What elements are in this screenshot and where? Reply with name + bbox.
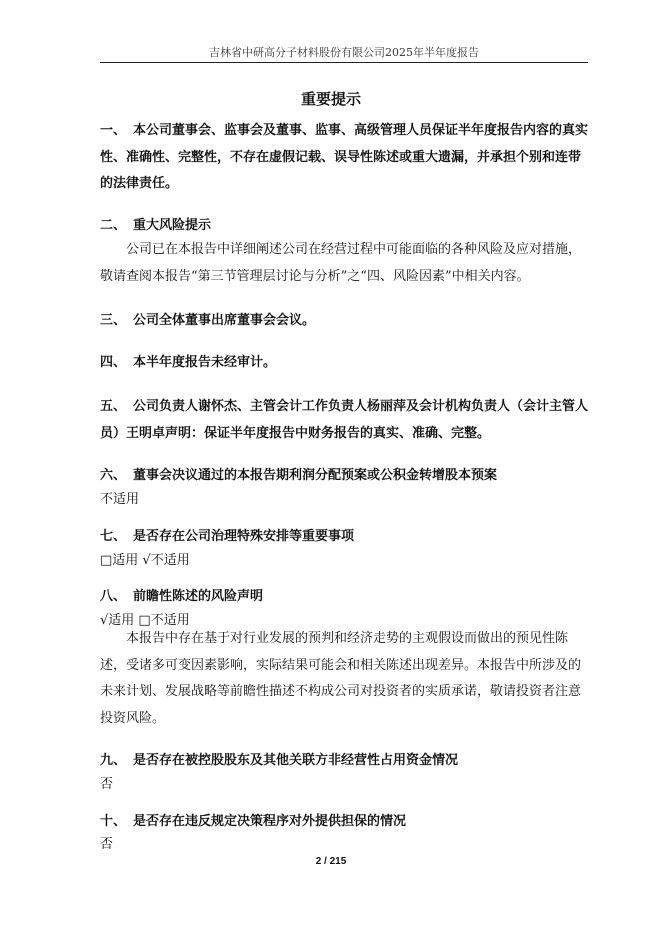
section-2-text: 重大风险提示 (133, 218, 212, 233)
section-9-text: 是否存在被控股股东及其他关联方非经营性占用资金情况 (133, 753, 459, 768)
section-7-answer: □适用 √不适用 (100, 553, 190, 568)
section-3-number: 三、 (100, 313, 127, 328)
section-4-number: 四、 (100, 355, 127, 370)
section-10-number: 十、 (100, 814, 127, 829)
section-7-number: 七、 (100, 529, 127, 544)
section-2-body: 公司已在本报告中详细阐述公司在经营过程中可能面临的各种风险及应对措施，敬请查阅本报告“第三节管理层讨论与分析”之“四、风险因素”中相关内容。 (100, 242, 582, 284)
page-number: 2 / 215 (315, 856, 347, 867)
section-7 (100, 524, 590, 551)
section-3-text: 公司全体董事出席董事会会议。 (133, 313, 316, 328)
section-9-answer: 否 (100, 777, 114, 792)
section-9 (100, 748, 590, 775)
section-1-number: 一、 (100, 123, 127, 138)
section-2-heading (100, 213, 590, 240)
section-5-number: 五、 (100, 399, 127, 414)
section-8 (100, 584, 590, 611)
header-divider (100, 62, 588, 63)
page-title: 重要提示 (300, 90, 361, 108)
section-8-answer: √适用 □不适用 (100, 613, 190, 628)
section-6-answer: 不适用 (100, 492, 140, 507)
section-4-text: 本半年度报告未经审计。 (133, 355, 277, 370)
section-8-number: 八、 (100, 589, 127, 604)
section-6 (100, 463, 590, 490)
section-9-number: 九、 (100, 753, 127, 768)
section-3 (100, 308, 590, 335)
section-6-number: 六、 (100, 468, 127, 483)
running-header: 吉林省中研高分子材料股份有限公司2025年半年度报告 (209, 46, 479, 59)
section-1 (100, 118, 590, 198)
section-8-text: 前瞻性陈述的风险声明 (133, 589, 264, 604)
section-7-text: 是否存在公司治理特殊安排等重要事项 (133, 529, 355, 544)
section-4 (100, 350, 590, 377)
section-10-answer: 否 (100, 837, 114, 852)
section-5-text: 公司负责人谢怀杰、主管会计工作负责人杨丽萍及会计机构负责人（会计主管人员）王明卓声明：保证半年度报告中财务报告的真实、准确、完整。 (100, 399, 589, 441)
section-5 (100, 394, 590, 447)
section-8-body: 本报告中存在基于对行业发展的预判和经济走势的主观假设而做出的预见性陈述，受诸多可变因素影响，实际结果可能会和相关陈述出现差异。本报告中所涉及的未来计划、发展战略等前瞻性描述不构成公司对投资者的实质承诺，敬请投资者注意投资风险。 (100, 631, 582, 726)
section-10-text: 是否存在违反规定决策程序对外提供担保的情况 (133, 814, 407, 829)
section-6-text: 董事会决议通过的本报告期利润分配预案或公积金转增股本预案 (133, 468, 498, 483)
section-2-number: 二、 (100, 218, 127, 233)
section-1-text: 本公司董事会、监事会及董事、监事、高级管理人员保证半年度报告内容的真实性、准确性、完整性，不存在虚假记载、误导性陈述或重大遗漏，并承担个别和连带的法律责任。 (100, 123, 589, 191)
